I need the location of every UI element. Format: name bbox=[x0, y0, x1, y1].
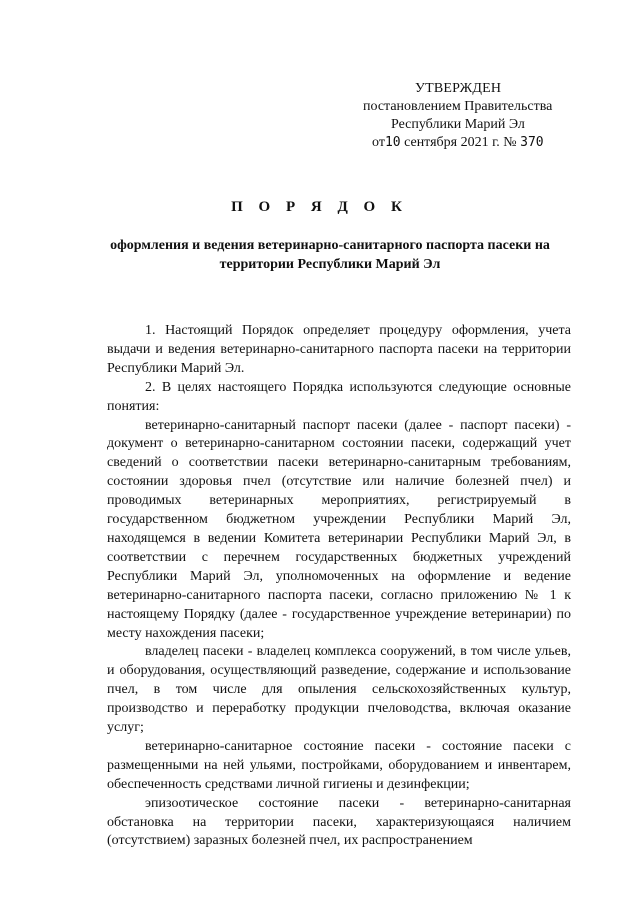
document-subtitle: оформления и ведения ветеринарно-санитарного паспорта пасеки на территории Республики Марий Эл bbox=[110, 238, 550, 272]
approval-number: 370 bbox=[520, 135, 544, 150]
definition-vet-state: ветеринарно-санитарное состояние пасеки - состояние пасеки с размещенными на ней ульями, постройками, оборудованием и инвентарем, обеспеченность средствами личной гигиены и дезинфекции; bbox=[107, 738, 571, 792]
approval-line-resolution: постановлением Правительства bbox=[363, 99, 553, 114]
paragraph-2: 2. В целях настоящего Порядка используются следующие основные понятия: bbox=[107, 379, 571, 414]
document-title: П О Р Я Д О К bbox=[231, 199, 408, 215]
approval-title: УТВЕРЖДЕН bbox=[415, 81, 502, 96]
approval-date-rest: сентября 2021 г. № bbox=[400, 135, 521, 150]
approval-date-prefix: от bbox=[372, 135, 385, 150]
definition-owner: владелец пасеки - владелец комплекса сооружений, в том числе ульев, и оборудования, осуществляющий разведение, содержание и использование пчел, в том числе для опыления сельскохозяйственных культур, производство и переработку продукции пчеловодства, включая оказание услуг; bbox=[107, 644, 571, 736]
approval-line-republic: Республики Марий Эл bbox=[391, 117, 525, 132]
document-body bbox=[107, 322, 571, 851]
approval-date-line bbox=[360, 134, 600, 152]
approval-block bbox=[360, 80, 600, 152]
approval-date-day: 10 bbox=[384, 135, 401, 150]
definition-epizootic-state: эпизоотическое состояние пасеки - ветеринарно-санитарная обстановка на территории пасеки, характеризующаяся наличием (отсутствием) заразных болезней пчел, их распространением bbox=[107, 795, 571, 849]
definition-passport: ветеринарно-санитарный паспорт пасеки (далее - паспорт пасеки) - документ о ветеринарно-санитарном состоянии пасеки, содержащий учет сведений о соответствии пасеки ветеринарно-санитарным требованиям, состоянии здоровья пчел (отсутствие или наличие болезней пчел) и проводимых ветеринарных мероприятиях, регистрируемый в государственном бюджетном учреждении Республики Марий Эл, находящемся в ведении Комитета ветеринарии Республики Марий Эл, в соответствии с перечнем государственных бюджетных учреждений Республики Марий Эл, уполномоченных на оформление и ведение ветеринарно-санитарного паспорта пасеки, согласно приложению № 1 к настоящему Порядку (далее - государственное учреждение ветеринарии) по месту нахождения пасеки; bbox=[107, 417, 571, 641]
paragraph-1: 1. Настоящий Порядок определяет процедуру оформления, учета выдачи и ведения ветеринарно-санитарного паспорта пасеки на территории Республики Марий Эл. bbox=[107, 323, 571, 376]
